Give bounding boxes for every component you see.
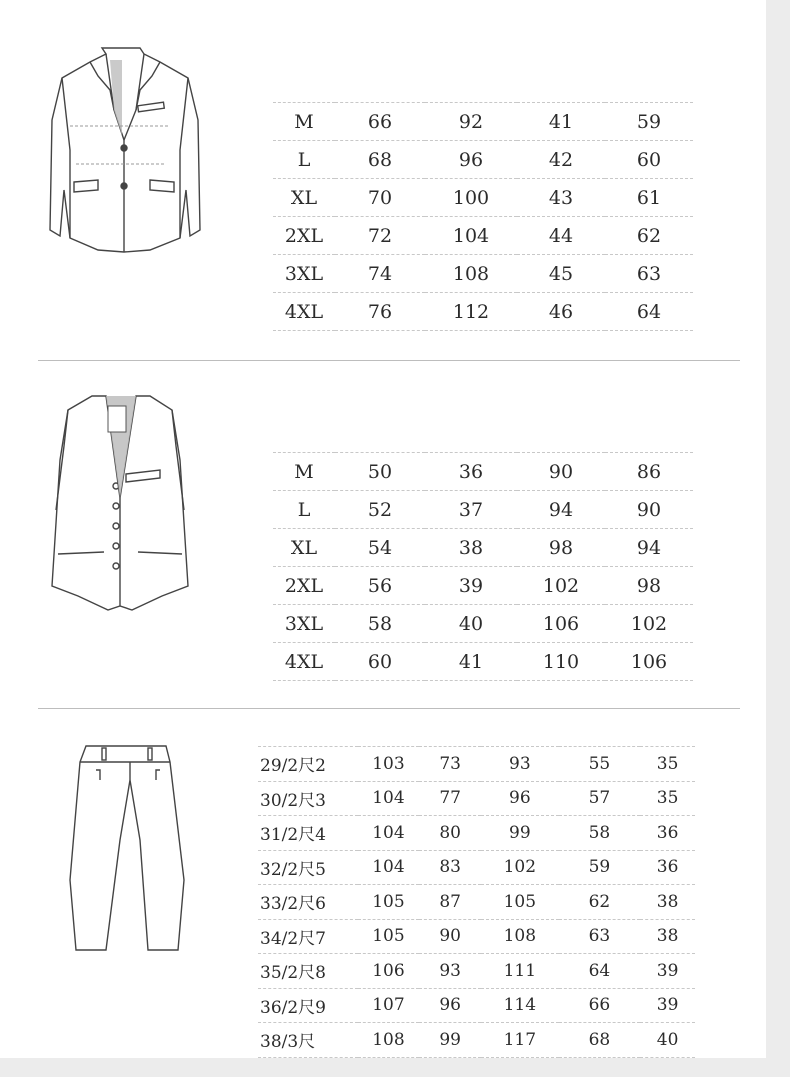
table-row <box>273 217 693 255</box>
measurement-value: 106 <box>358 954 420 989</box>
measurement-value: 99 <box>481 816 559 851</box>
jacket-rows <box>273 103 693 331</box>
measurement-value: 93 <box>419 954 481 989</box>
size-label: M <box>273 103 335 141</box>
measurement-value: 61 <box>605 179 693 217</box>
table-row <box>273 643 693 681</box>
section-divider-1 <box>38 360 740 361</box>
table-row <box>258 885 695 920</box>
section-divider-2 <box>38 708 740 709</box>
measurement-value: 54 <box>335 529 425 567</box>
measurement-value: 100 <box>425 179 517 217</box>
measurement-value: 62 <box>559 885 641 920</box>
size-label: L <box>273 141 335 179</box>
measurement-value: 106 <box>517 605 605 643</box>
measurement-value: 105 <box>358 919 420 954</box>
measurement-value: 102 <box>605 605 693 643</box>
table-row <box>258 747 695 782</box>
measurement-value: 63 <box>605 255 693 293</box>
measurement-value: 41 <box>425 643 517 681</box>
measurement-value: 58 <box>559 816 641 851</box>
measurement-value: 64 <box>605 293 693 331</box>
table-row <box>273 103 693 141</box>
table-row <box>273 453 693 491</box>
measurement-value: 96 <box>425 141 517 179</box>
measurement-value: 50 <box>335 453 425 491</box>
measurement-value: 46 <box>517 293 605 331</box>
measurement-value: 73 <box>419 747 481 782</box>
measurement-value: 80 <box>419 816 481 851</box>
measurement-value: 38 <box>640 919 695 954</box>
size-label: L <box>273 491 335 529</box>
measurement-value: 96 <box>419 988 481 1023</box>
measurement-value: 68 <box>335 141 425 179</box>
measurement-value: 38 <box>640 885 695 920</box>
measurement-value: 112 <box>425 293 517 331</box>
measurement-value: 35 <box>640 747 695 782</box>
measurement-value: 58 <box>335 605 425 643</box>
measurement-value: 114 <box>481 988 559 1023</box>
measurement-value: 52 <box>335 491 425 529</box>
measurement-value: 76 <box>335 293 425 331</box>
suit-jacket-icon <box>40 40 210 260</box>
measurement-value: 117 <box>481 1023 559 1058</box>
measurement-value: 36 <box>640 816 695 851</box>
measurement-value: 94 <box>517 491 605 529</box>
measurement-value: 36 <box>640 850 695 885</box>
size-label: 36/2尺9 <box>258 988 358 1023</box>
vest-rows <box>273 453 693 681</box>
measurement-value: 108 <box>425 255 517 293</box>
measurement-value: 59 <box>559 850 641 885</box>
measurement-value: 86 <box>605 453 693 491</box>
table-row <box>273 567 693 605</box>
measurement-value: 92 <box>425 103 517 141</box>
table-row <box>258 954 695 989</box>
measurement-value: 102 <box>481 850 559 885</box>
size-label: 3XL <box>273 605 335 643</box>
measurement-value: 39 <box>640 988 695 1023</box>
measurement-value: 94 <box>605 529 693 567</box>
measurement-value: 107 <box>358 988 420 1023</box>
measurement-value: 103 <box>358 747 420 782</box>
measurement-value: 105 <box>481 885 559 920</box>
measurement-value: 39 <box>640 954 695 989</box>
table-row <box>273 605 693 643</box>
trousers-icon <box>60 740 190 965</box>
vest-icon <box>42 390 202 615</box>
table-row <box>258 816 695 851</box>
measurement-value: 36 <box>425 453 517 491</box>
measurement-value: 70 <box>335 179 425 217</box>
measurement-value: 87 <box>419 885 481 920</box>
measurement-value: 105 <box>358 885 420 920</box>
size-label: 2XL <box>273 567 335 605</box>
measurement-value: 104 <box>358 781 420 816</box>
measurement-value: 72 <box>335 217 425 255</box>
table-row <box>258 919 695 954</box>
size-label: M <box>273 453 335 491</box>
size-label: 2XL <box>273 217 335 255</box>
size-label: 30/2尺3 <box>258 781 358 816</box>
pants-rows <box>258 747 695 1058</box>
measurement-value: 98 <box>605 567 693 605</box>
measurement-value: 42 <box>517 141 605 179</box>
size-label: 31/2尺4 <box>258 816 358 851</box>
measurement-value: 110 <box>517 643 605 681</box>
measurement-value: 55 <box>559 747 641 782</box>
measurement-value: 57 <box>559 781 641 816</box>
size-label: 34/2尺7 <box>258 919 358 954</box>
pants-size-table <box>258 746 695 1058</box>
size-label: 3XL <box>273 255 335 293</box>
size-label: 4XL <box>273 293 335 331</box>
size-label: 38/3尺 <box>258 1023 358 1058</box>
table-row <box>258 988 695 1023</box>
table-row <box>258 781 695 816</box>
measurement-value: 98 <box>517 529 605 567</box>
size-label: 35/2尺8 <box>258 954 358 989</box>
measurement-value: 102 <box>517 567 605 605</box>
measurement-value: 40 <box>425 605 517 643</box>
measurement-value: 90 <box>517 453 605 491</box>
size-label: 4XL <box>273 643 335 681</box>
size-label: XL <box>273 529 335 567</box>
table-row <box>273 141 693 179</box>
size-label: 29/2尺2 <box>258 747 358 782</box>
table-row <box>273 529 693 567</box>
measurement-value: 60 <box>605 141 693 179</box>
table-row <box>258 850 695 885</box>
vest-section <box>0 362 766 707</box>
table-row <box>273 293 693 331</box>
measurement-value: 111 <box>481 954 559 989</box>
measurement-value: 38 <box>425 529 517 567</box>
size-label: XL <box>273 179 335 217</box>
measurement-value: 43 <box>517 179 605 217</box>
measurement-value: 56 <box>335 567 425 605</box>
jacket-section <box>0 0 766 360</box>
bottom-margin-strip <box>0 1058 790 1077</box>
measurement-value: 77 <box>419 781 481 816</box>
measurement-value: 108 <box>358 1023 420 1058</box>
measurement-value: 44 <box>517 217 605 255</box>
measurement-value: 40 <box>640 1023 695 1058</box>
measurement-value: 108 <box>481 919 559 954</box>
table-row <box>273 491 693 529</box>
measurement-value: 39 <box>425 567 517 605</box>
table-row <box>258 1023 695 1058</box>
table-row <box>273 255 693 293</box>
measurement-value: 104 <box>358 816 420 851</box>
pants-section <box>0 710 766 1058</box>
measurement-value: 90 <box>419 919 481 954</box>
measurement-value: 64 <box>559 954 641 989</box>
measurement-value: 96 <box>481 781 559 816</box>
measurement-value: 104 <box>358 850 420 885</box>
measurement-value: 45 <box>517 255 605 293</box>
right-margin-strip <box>766 0 790 1077</box>
vest-size-table <box>273 452 693 681</box>
measurement-value: 99 <box>419 1023 481 1058</box>
measurement-value: 106 <box>605 643 693 681</box>
measurement-value: 104 <box>425 217 517 255</box>
jacket-size-table <box>273 102 693 331</box>
measurement-value: 74 <box>335 255 425 293</box>
measurement-value: 59 <box>605 103 693 141</box>
measurement-value: 37 <box>425 491 517 529</box>
size-label: 32/2尺5 <box>258 850 358 885</box>
measurement-value: 68 <box>559 1023 641 1058</box>
table-row <box>273 179 693 217</box>
measurement-value: 41 <box>517 103 605 141</box>
measurement-value: 83 <box>419 850 481 885</box>
measurement-value: 93 <box>481 747 559 782</box>
measurement-value: 62 <box>605 217 693 255</box>
measurement-value: 90 <box>605 491 693 529</box>
measurement-value: 66 <box>335 103 425 141</box>
size-label: 33/2尺6 <box>258 885 358 920</box>
measurement-value: 60 <box>335 643 425 681</box>
measurement-value: 35 <box>640 781 695 816</box>
measurement-value: 66 <box>559 988 641 1023</box>
measurement-value: 63 <box>559 919 641 954</box>
